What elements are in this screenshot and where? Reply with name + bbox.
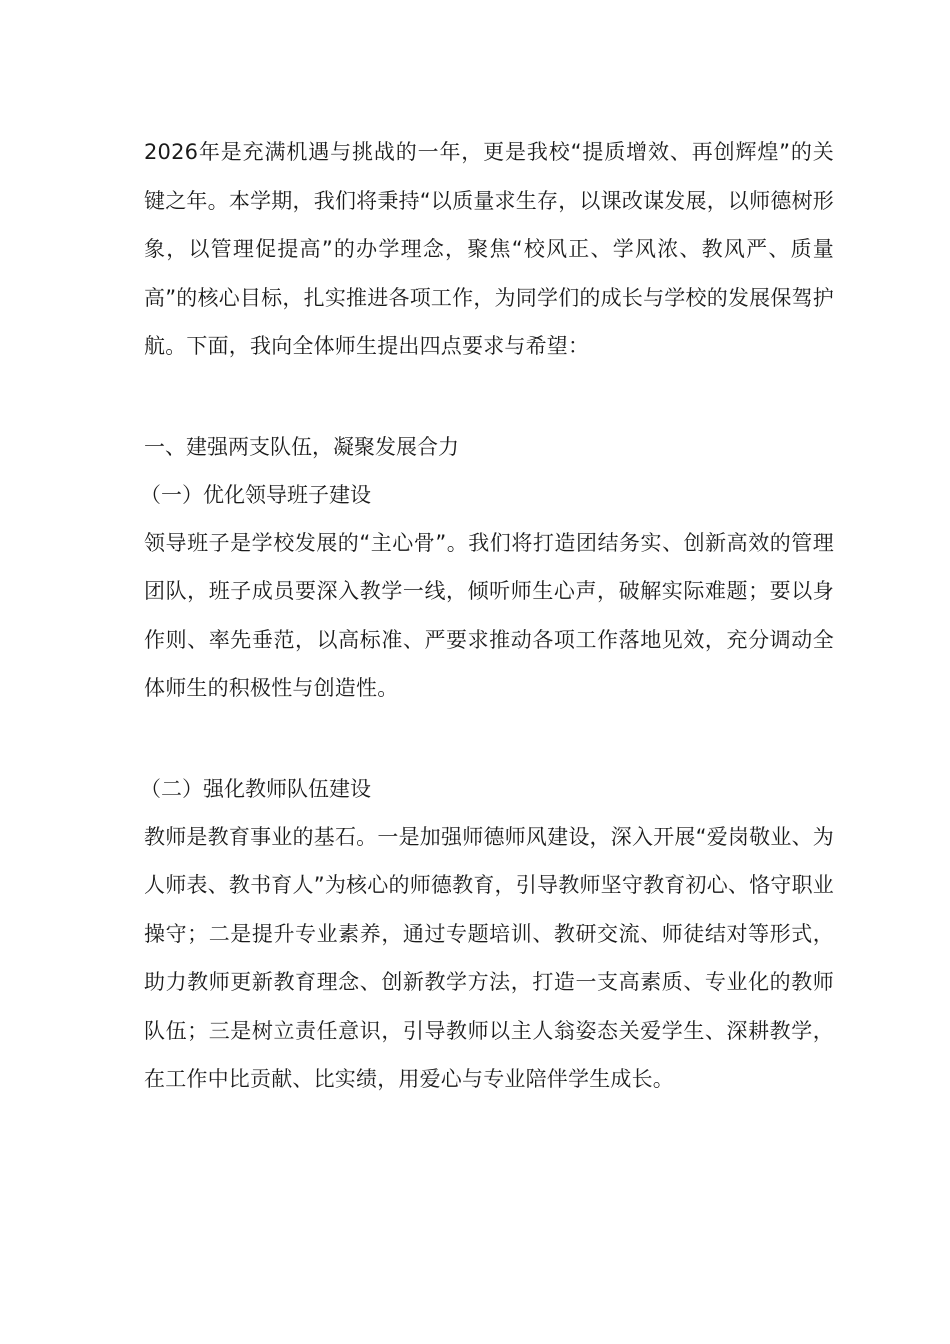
subsection-1-heading: （一）优化领导班子建设 bbox=[140, 482, 371, 507]
paragraph-spacer bbox=[144, 371, 834, 423]
paragraph-spacer bbox=[144, 713, 834, 765]
document-body bbox=[140, 128, 834, 1104]
section-1-heading: 一、建强两支队伍，凝聚发展合力 bbox=[144, 434, 459, 459]
subsection-2-heading: （二）强化教师队伍建设 bbox=[140, 776, 371, 801]
subsection-2-body: 教师是教育事业的基石。一是加强师德师风建设，深入开展“爱岗敬业、为人师表、教书育人”为核心的师德教育，引导教师坚守教育初心、恪守职业操守；二是提升专业素养，通过专题培训、教研交流、师徒结对等形式，助力教师更新教育理念、创新教学方法，打造一支高素质、专业化的教师队伍；三是树立责任意识，引导教师以主人翁姿态关爱学生、深耕教学，在工作中比贡献、比实绩，用爱心与专业陪伴学生成长。 bbox=[144, 824, 834, 1091]
subsection-1-body: 领导班子是学校发展的“主心骨”。我们将打造团结务实、创新高效的管理团队，班子成员要深入教学一线，倾听师生心声，破解实际难题；要以身作则、率先垂范，以高标准、严要求推动各项工作落地见效，充分调动全体师生的积极性与创造性。 bbox=[144, 530, 834, 700]
intro-paragraph: 2026年是充满机遇与挑战的一年，更是我校“提质增效、再创辉煌”的关键之年。本学期，我们将秉持“以质量求生存，以课改谋发展，以师德树形象，以管理促提高”的办学理念，聚焦“校风正、学风浓、教风严、质量高”的核心目标，扎实推进各项工作，为同学们的成长与学校的发展保驾护航。下面，我向全体师生提出四点要求与希望： bbox=[144, 140, 834, 358]
